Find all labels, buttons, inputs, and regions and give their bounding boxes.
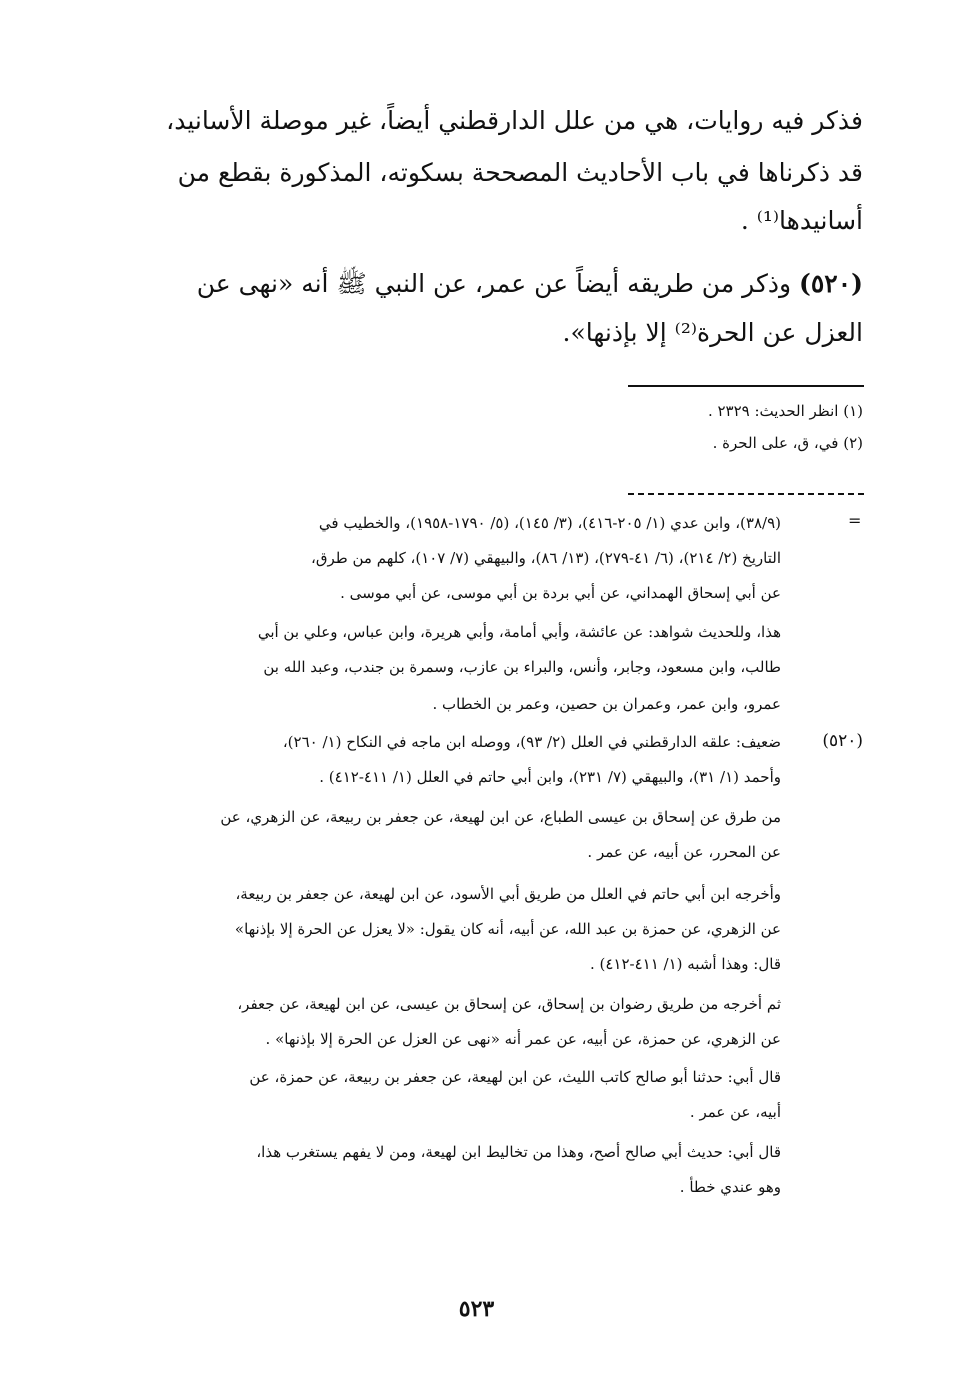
note-line: وهو عندي خطأ .: [679, 1178, 781, 1196]
note-line: من طرق عن إسحاق بن عيسى الطباع، عن ابن لهيعة، عن جعفر بن ربيعة، عن الزهري، عن: [220, 808, 781, 826]
hadith-number: (٥٢٠): [799, 269, 863, 298]
note-line: قال أبي: حدثنا أبو صالح كاتب الليث، عن ابن لهيعة، عن جعفر بن ربيعة، عن حمزة، عن: [249, 1068, 781, 1086]
hadith-520-text: وذكر من طريقه أيضاً عن عمر، عن النبي ﷺ أنه «نهى عن: [196, 269, 792, 298]
note-line: عن المحرر، عن أبيه، عن عمر .: [587, 843, 781, 861]
note-line: عمرو، وابن عمر، وعمران بن حصين، وعمر بن الخطاب .: [432, 695, 781, 713]
note-line: ثم أخرجه من طريق رضوان بن إسحاق، عن إسحاق بن عيسى، عن ابن لهيعة، عن جعفر،: [237, 995, 781, 1013]
note-line: ضعيف: علقه الدارقطني في العلل (٢/ ٩٣)، ووصله ابن ماجه في النكاح (١/ ٢٦٠)،: [282, 733, 781, 751]
footnote-separator: [628, 385, 864, 387]
note-line: طالب، وابن مسعود، وجابر، وأنس، والبراء بن عازب، وسمرة بن جندب، وعبد الله بن: [263, 658, 781, 676]
note-line: أبيه، عن عمر .: [689, 1103, 781, 1121]
note-line: (٣٨/٩)، وابن عدي (١/ ٢٠٥-٤١٦)، (٣/ ١٤٥)، (٥/ ١٧٩٠-١٩٥٨)، والخطيب في: [318, 514, 781, 532]
continuation-marker: =: [848, 511, 862, 530]
main-text-line-2: قد ذكرناها في باب الأحاديث المصححة بسكوته، المذكورة بقطع من: [177, 158, 863, 187]
note-line: التاريخ (٢/ ٢١٤)، (٦/ ٤١-٢٧٩)، (١٣/ ٨٦)، والبيهقي (٧/ ١٠٧)، كلهم من طرق،: [311, 549, 781, 567]
note-line: قال: وهذا أشبه (١/ ٤١١-٤١٢) .: [589, 955, 781, 973]
page-number: ٥٢٣: [458, 1296, 495, 1322]
hadith-520-line-2: العزل عن الحرة⁽²⁾ إلا بإذنها».: [562, 318, 863, 347]
main-text-line-3: أسانيدها⁽¹⁾ .: [740, 206, 863, 235]
notes-separator: [628, 493, 864, 495]
note-line: وأخرجه ابن أبي حاتم في العلل من طريق أبي الأسود، عن ابن لهيعة، عن جعفر بن ربيعة،: [235, 885, 781, 903]
note-line: عن الزهري، عن حمزة، عن أبيه، عن عمر أنه «نهى عن العزل عن الحرة إلا بإذنها» .: [265, 1030, 781, 1048]
note-line: قال أبي: حديث أبي صالح أصح، وهذا من تخاليط ابن لهيعة، ومن لا يفهم يستغرب هذا،: [256, 1143, 781, 1161]
hadith-520-line-1: [148, 268, 863, 305]
note-line: هذا، وللحديث شواهد: عن عائشة، وأبي أمامة، وأبي هريرة، وابن عباس، وعلي بن أبي: [257, 623, 781, 641]
note-line: عن أبي إسحاق الهمداني، عن أبي بردة بن أبي موسى، عن أبي موسى .: [340, 584, 781, 602]
note-line: وأحمد (١/ ٣١)، والبيهقي (٧/ ٢٣١)، وابن أبي حاتم في العلل (١/ ٤١١-٤١٢) .: [319, 768, 781, 786]
note-line: عن الزهري، عن حمزة بن عبد الله، عن أبيه، أنه كان يقول: «لا يعزل عن الحرة إلا بإذنها»: [234, 920, 781, 938]
footnote-2: (٢) في، ق، على الحرة .: [712, 434, 863, 452]
footnote-1: (١) انظر الحديث: ٢٣٢٩ .: [707, 402, 863, 420]
main-text-line-1: فذكر فيه روايات، هي من علل الدارقطني أيضاً، غير موصلة الأسانيد،: [166, 106, 863, 135]
hadith-520-note-marker: (٥٢٠): [822, 731, 863, 751]
